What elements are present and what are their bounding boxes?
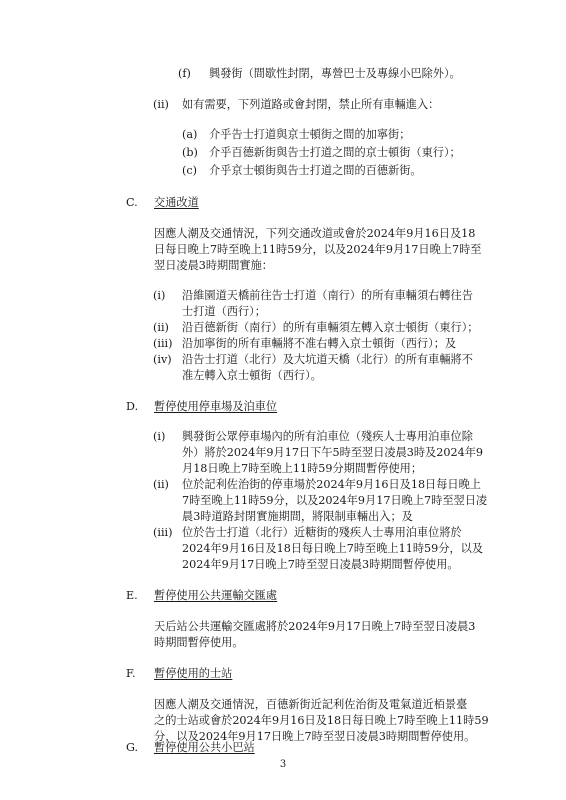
section-heading: 暫停使用停車場及泊車位 bbox=[154, 400, 278, 413]
item-line: 晨3時道路封閉實施期間，將限制車輛出入；及 bbox=[182, 510, 413, 523]
subitem-text: 介乎告士打道與京士頓街之間的加寧街； bbox=[209, 128, 411, 141]
item-label-f: (f) bbox=[178, 67, 191, 80]
section-letter: G. bbox=[126, 741, 139, 754]
item-line: 2024年9月17日晚上7時至翌日凌晨3時期間暫停使用。 bbox=[182, 558, 459, 571]
section-letter: C. bbox=[126, 196, 138, 209]
item-line: 7時至晚上11時59分，以及2024年9月17日晚上7時至翌日凌 bbox=[182, 494, 488, 507]
section-letter: D. bbox=[126, 400, 139, 413]
subitem-text: 介乎百德新街與告士打道之間的京士頓街（東行）； bbox=[209, 146, 461, 159]
paragraph-line: 天后站公共運輸交匯處將於2024年9月17日晚上7時至翌日凌晨3 bbox=[154, 620, 476, 633]
item-line: 月18日晚上7時至晚上11時59分期間暫停使用； bbox=[182, 462, 423, 475]
item-label: (i) bbox=[153, 430, 166, 443]
item-label: (iii) bbox=[153, 526, 173, 539]
section-heading: 暫停使用的士站 bbox=[154, 667, 233, 680]
paragraph-line: 日每日晚上7時至晚上11時59分，以及2024年9月17日晚上7時至 bbox=[154, 243, 482, 256]
item-label: (i) bbox=[153, 289, 166, 302]
section-heading: 交通改道 bbox=[154, 196, 199, 209]
item-line: 士打道（西行）； bbox=[182, 305, 266, 318]
item-label-ii: (ii) bbox=[153, 98, 169, 111]
subitem-label: (a) bbox=[182, 128, 198, 141]
item-line: 位於記利佐治街的停車場於2024年9月16日及18日每日晚上 bbox=[182, 478, 481, 491]
item-text-f: 興發街（間歇性封閉，專營巴士及專線小巴除外）。 bbox=[209, 67, 461, 80]
paragraph-line: 時期間暫停使用。 bbox=[154, 636, 244, 649]
item-line: 興發街公眾停車場內的所有泊車位（殘疾人士專用泊車位除 bbox=[182, 430, 473, 443]
item-line: 沿維園道天橋前往告士打道（南行）的所有車輛須右轉往告 bbox=[182, 289, 473, 302]
subitem-label: (c) bbox=[182, 164, 197, 177]
subitem-label: (b) bbox=[182, 146, 198, 159]
paragraph-line: 因應人潮及交通情況，下列交通改道或會於2024年9月16日及18 bbox=[154, 227, 476, 240]
item-line: 沿加寧街的所有車輛將不准右轉入京士頓街（西行）；及 bbox=[182, 337, 457, 350]
item-line: 外）將於2024年9月17日下午5時至翌日凌晨3時及2024年9 bbox=[182, 446, 484, 459]
paragraph-line: 翌日凌晨3時期間實施： bbox=[154, 259, 273, 272]
item-label: (ii) bbox=[153, 478, 169, 491]
paragraph-line: 分，以及2024年9月17日晚上7時至翌日凌晨3時期間暫停使用。 bbox=[154, 730, 476, 743]
paragraph-line: 因應人潮及交通情況，百德新街近記利佐治街及電氣道近栢景臺 bbox=[154, 698, 468, 711]
item-line: 位於告士打道（北行）近糖街的殘疾人士專用泊車位將於 bbox=[182, 526, 462, 539]
section-heading: 暫停使用公共運輸交匯處 bbox=[154, 589, 278, 602]
item-line: 沿告士打道（北行）及大坑道天橋（北行）的所有車輛將不 bbox=[182, 353, 473, 366]
item-text-ii: 如有需要，下列道路或會封閉，禁止所有車輛進入： bbox=[182, 98, 440, 111]
page-number: 3 bbox=[279, 759, 287, 770]
section-heading: 暫停使用公共小巴站 bbox=[154, 741, 255, 754]
item-line: 2024年9月16日及18日每日晚上7時至晚上11時59分，以及 bbox=[182, 542, 484, 555]
subitem-text: 介乎京士頓街與告士打道之間的百德新街。 bbox=[209, 164, 422, 177]
item-line: 沿百德新街（南行）的所有車輛須左轉入京士頓街（東行）； bbox=[182, 321, 479, 334]
item-label: (iii) bbox=[153, 337, 173, 350]
item-label: (ii) bbox=[153, 321, 169, 334]
paragraph-line: 之的士站或會於2024年9月16日及18日每日晚上7時至晚上11時59 bbox=[154, 714, 489, 727]
item-label: (iv) bbox=[153, 353, 172, 366]
item-line: 准左轉入京士頓街（西行）。 bbox=[182, 369, 322, 382]
section-letter: F. bbox=[126, 667, 136, 680]
section-letter: E. bbox=[126, 589, 138, 602]
